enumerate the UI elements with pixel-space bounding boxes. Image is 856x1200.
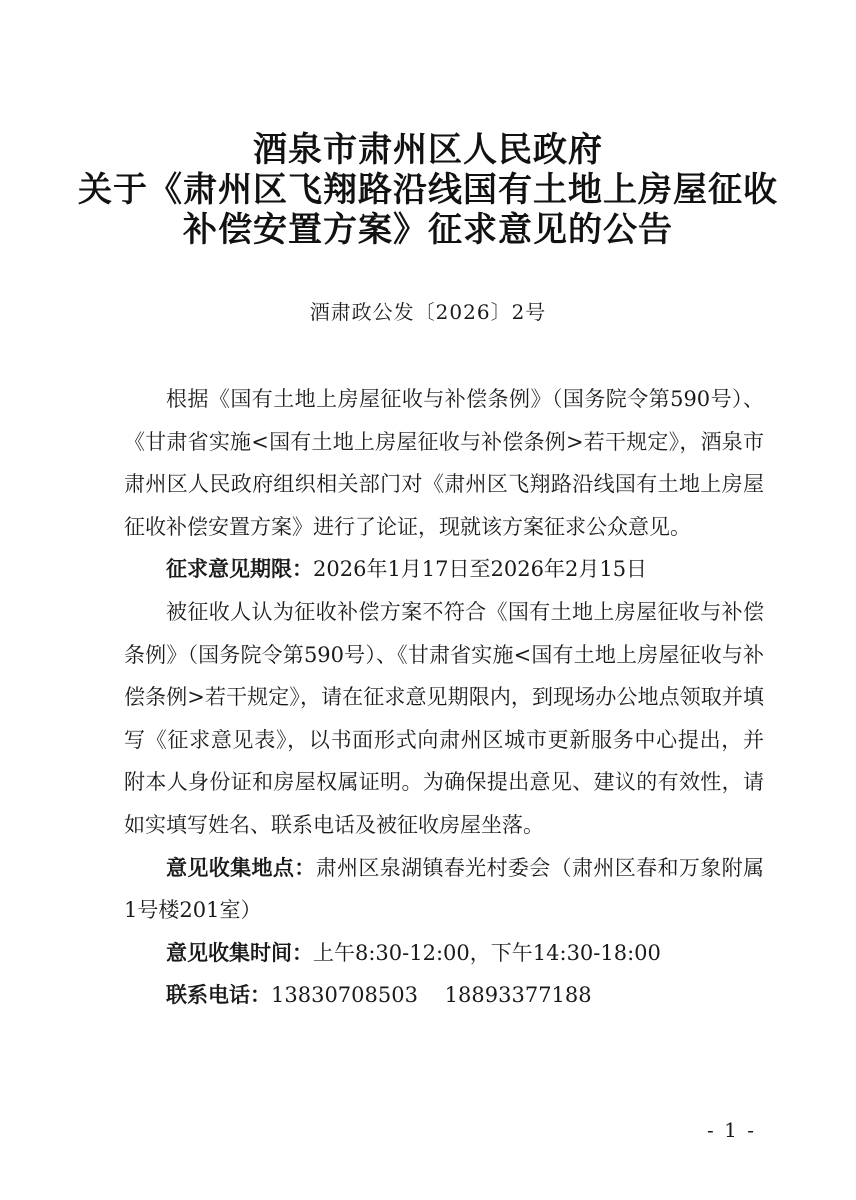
location-label: 意见收集地点： [166,855,316,880]
time-value: 上午8:30-12:00，下午14:30-18:00 [313,940,661,965]
paragraph-phone [124,974,764,1017]
paragraph-instructions: 被征收人认为征收补偿方案不符合《国有土地上房屋征收与补偿条例》（国务院令第590号）、《甘肃省实施<国有土地上房屋征收与补偿条例>若干规定》，请在征求意见期限内，到现场办公地点领取并填写《征求意见表》，以书面形式向肃州区城市更新服务中心提出，并附本人身份证和房屋权属证明。为确保提出意见、建议的有效性，请如实填写姓名、联系电话及被征收房屋坐落。 [124,599,764,837]
phone-label: 联系电话： [166,983,271,1008]
title-line-1: 酒泉市肃州区人民政府 [253,130,603,170]
paragraph-period [124,548,764,591]
title-line-3: 补偿安置方案》征求意见的公告 [183,210,673,250]
paragraph-time [124,932,764,975]
page-number: - 1 - [707,1118,756,1142]
time-label: 意见收集时间： [166,940,313,965]
title-line-2: 关于《肃州区飞翔路沿线国有土地上房屋征收 [78,170,778,210]
document-body [124,378,764,1017]
paragraph-location [124,847,764,932]
period-label: 征求意见期限： [166,557,313,582]
period-value: 2026年1月17日至2026年2月15日 [313,557,648,582]
location-value: 肃州区泉湖镇春光村委会（肃州区春和万象附属1号楼201室） [124,855,764,923]
phone-value: 13830708503 18893377188 [271,983,592,1008]
paragraph-basis: 根据《国有土地上房屋征收与补偿条例》（国务院令第590号）、《甘肃省实施<国有土地上房屋征收与补偿条例>若干规定》，酒泉市肃州区人民政府组织相关部门对《肃州区飞翔路沿线国有土地上房屋征收补偿安置方案》进行了论证，现就该方案征求公众意见。 [124,387,764,539]
document-number: 酒肃政公发〔2026〕2号 [309,300,547,324]
